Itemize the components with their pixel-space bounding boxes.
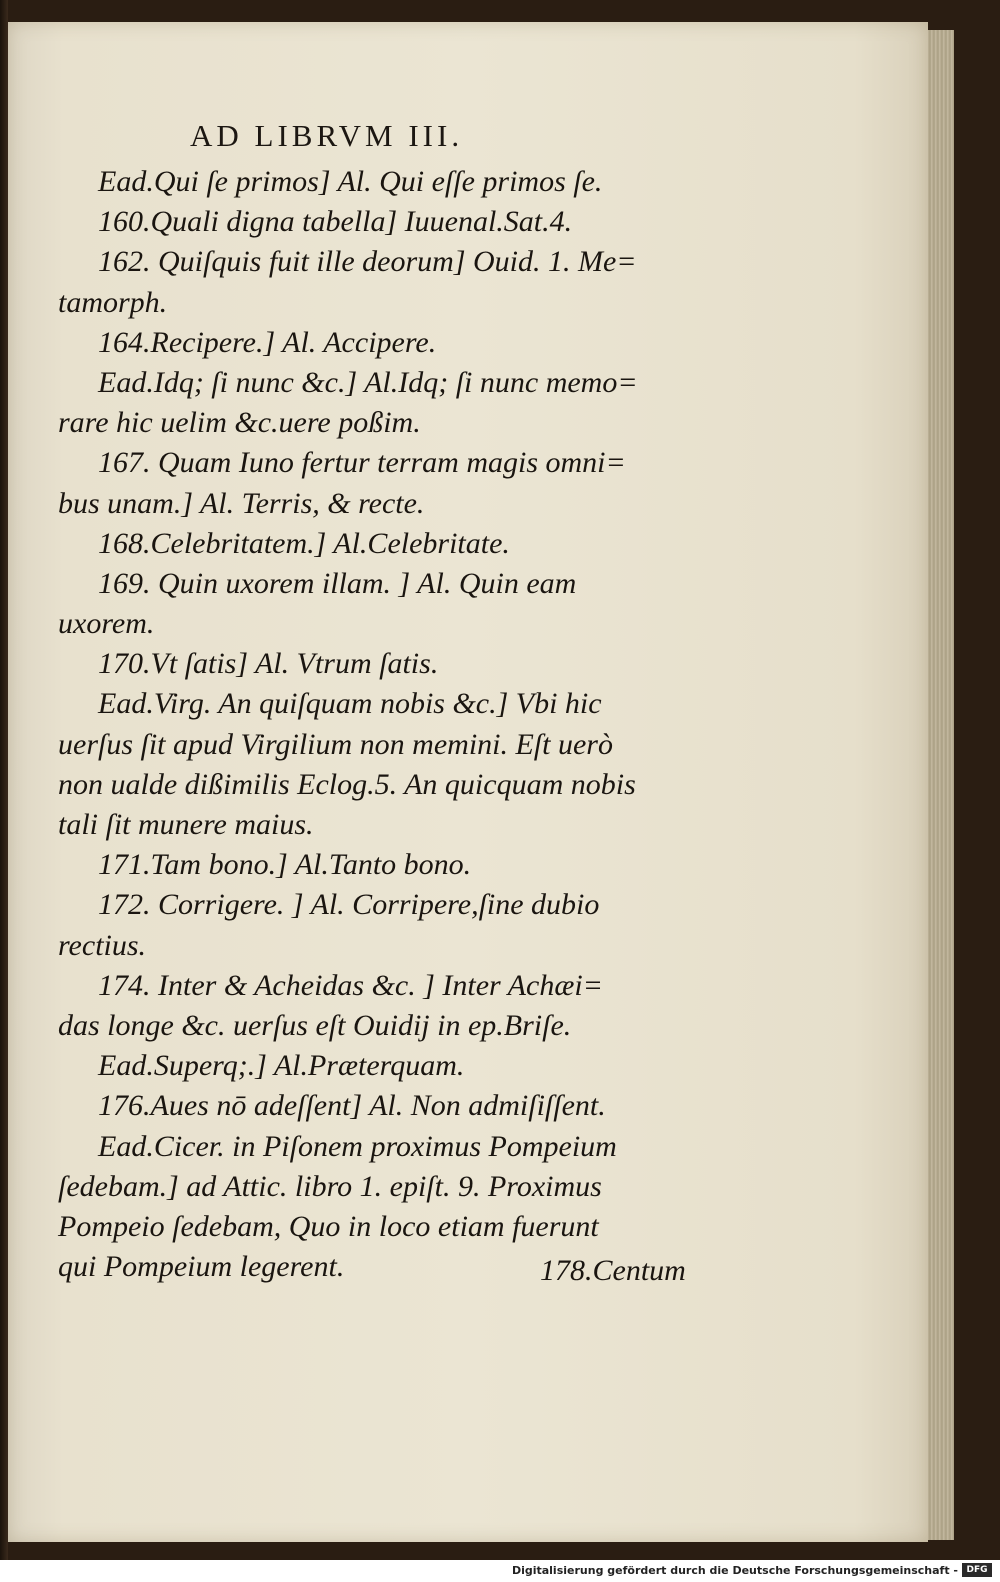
text-line: 169. Quin uxorem illam. ] Al. Quin eam (98, 566, 577, 600)
text-line: 168.Celebritatem.] Al.Celebritate. (98, 526, 510, 560)
catchword: 178.Centum (540, 1254, 686, 1287)
text-line: qui Pompeium legerent. (58, 1250, 345, 1284)
running-header: AD LIBRVM III. (190, 118, 464, 153)
funding-credit: Digitalisierung gefördert durch die Deutsche Forschungsgemeinschaft - (511, 1564, 958, 1577)
text-line: rectius. (58, 928, 147, 962)
text-line: tamorph. (58, 285, 168, 319)
book-spine (0, 0, 8, 1560)
text-line: 172. Corrigere. ] Al. Corripere,ſine dubio (98, 888, 600, 922)
text-line: 160.Quali digna tabella] Iuuenal.Sat.4. (98, 205, 573, 239)
text-line: 174. Inter & Acheidas &c. ] Inter Achæi= (98, 968, 603, 1002)
text-line: Pompeio ſedebam, Quo in loco etiam fuerunt (58, 1209, 599, 1243)
text-line: 176.Aues nō adeſſent] Al. Non admiſiſſent. (98, 1089, 606, 1123)
text-line: Ead.Virg. An quiſquam nobis &c.] Vbi hic (98, 687, 602, 721)
text-line: Ead.Superq;.] Al.Præterquam. (98, 1049, 465, 1083)
text-line: 171.Tam bono.] Al.Tanto bono. (98, 848, 472, 882)
text-line: ſedebam.] ad Attic. libro 1. epiſt. 9. Proximus (58, 1169, 602, 1203)
text-line: uxorem. (58, 607, 155, 641)
text-line: 167. Quam Iuno fertur terram magis omni= (98, 446, 626, 480)
text-line: das longe &c. uerſus eſt Ouidij in ep.Briſe. (58, 1008, 572, 1042)
digitization-footer (0, 1560, 1000, 1582)
text-line: 162. Quiſquis fuit ille deorum] Ouid. 1. Me= (98, 245, 637, 279)
text-line: Ead.Idq; ſi nunc &c.] Al.Idq; ſi nunc memo= (98, 365, 638, 399)
text-line: 170.Vt ſatis] Al. Vtrum ſatis. (98, 647, 439, 681)
page-edges (928, 30, 954, 1540)
text-line: uerſus ſit apud Virgilium non memini. Eſt uerò (58, 727, 613, 761)
text-line: tali ſit munere maius. (58, 808, 314, 841)
dfg-logo: DFG (962, 1563, 992, 1577)
text-line: rare hic uelim &c.uere poßim. (58, 406, 421, 440)
text-line: Ead.Cicer. in Piſonem proximus Pompeium (98, 1129, 617, 1163)
text-line: bus unam.] Al. Terris, & recte. (58, 486, 425, 520)
commentary-text (58, 162, 718, 1287)
text-line: non ualde dißimilis Eclog.5. An quicquam nobis (58, 767, 636, 801)
text-line: Ead.Qui ſe primos] Al. Qui eſſe primos ſe. (98, 165, 603, 198)
text-line: 164.Recipere.] Al. Accipere. (98, 325, 437, 359)
